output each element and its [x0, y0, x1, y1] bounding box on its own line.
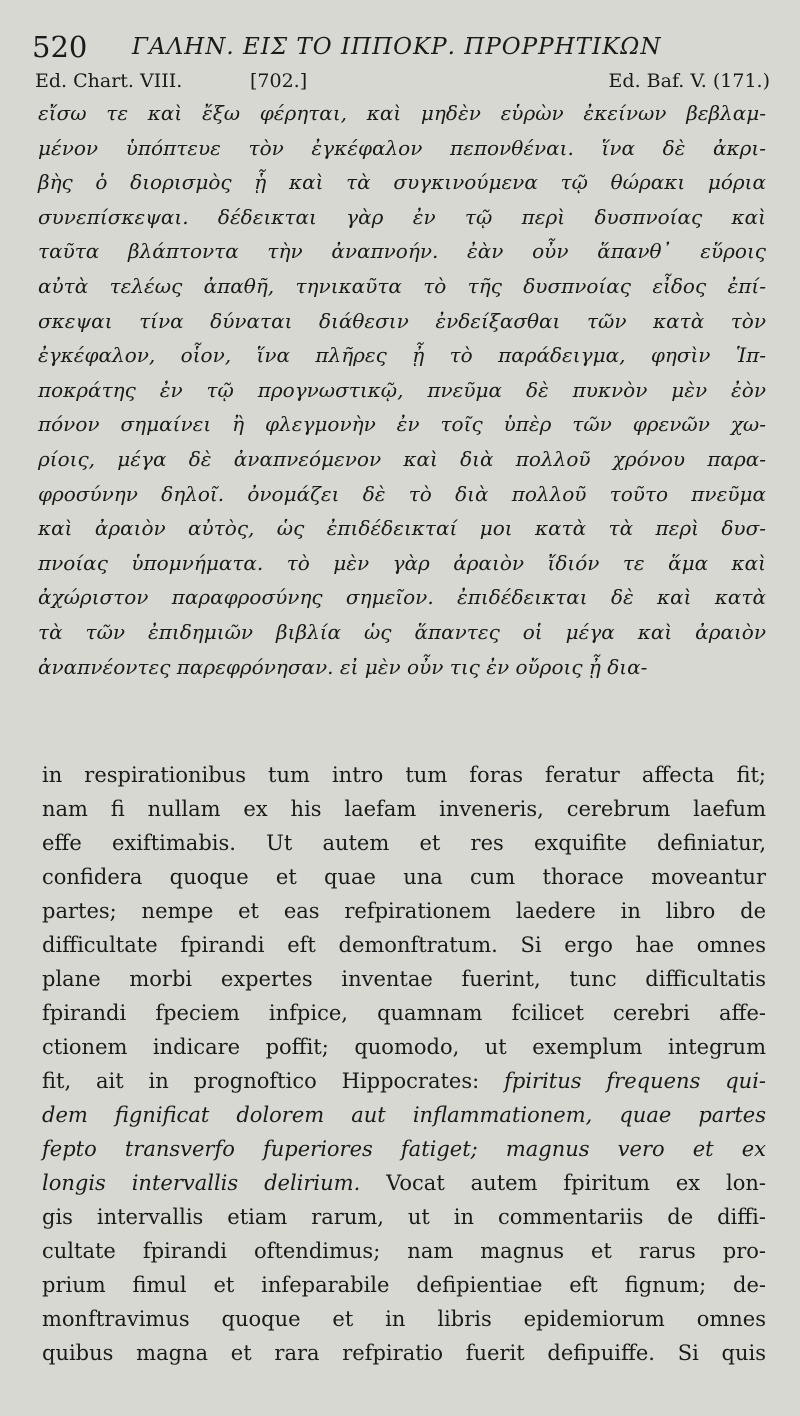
latin-italic-quotation: fepto transverfo fuperiores fatiget; magnus vero et ex: [42, 1137, 766, 1161]
latin-roman-text: monftravimus quoque et in libris epidemiorum omnes: [42, 1307, 766, 1331]
greek-text-line: ἐγκέφαλον, οἷον, ἵνα πλῆρες ᾖ τὸ παράδειγμα, φησὶν Ἱπ-: [38, 343, 766, 368]
greek-text-line: μένον ὑπόπτευε τὸν ἐγκέφαλον πεπονθέναι. ἵνα δὲ ἀκρι-: [38, 135, 766, 160]
latin-text-line: [42, 1098, 766, 1132]
edition-chartier-page: [702.]: [250, 70, 308, 92]
latin-text-line: [42, 894, 766, 928]
latin-roman-text: cultate fpirandi oftendimus; nam magnus et rarus pro-: [42, 1239, 766, 1263]
page-number: 520: [32, 30, 88, 64]
latin-roman-text: gis intervallis etiam rarum, ut in commentariis de diffi-: [42, 1205, 766, 1229]
greek-text-line: ρίοις, μέγα δὲ ἀναπνεόμενον καὶ διὰ πολλοῦ χρόνου παρα-: [38, 446, 766, 471]
latin-roman-text: prium fimul et infeparabile defipientiae eft fignum; de-: [42, 1273, 766, 1297]
greek-text-line: σκεψαι τίνα δύναται διάθεσιν ἐνδείξασθαι τῶν κατὰ τὸν: [38, 308, 766, 333]
latin-roman-text: ctionem indicare poffit; quomodo, ut exemplum integrum: [42, 1035, 766, 1059]
latin-roman-text: nam fi nullam ex his laefam inveneris, cerebrum laefum: [42, 797, 766, 821]
running-head: [32, 30, 768, 64]
edition-basel: Ed. Baf. V. (171.): [608, 70, 770, 92]
latin-text-line: [42, 928, 766, 962]
greek-text-line: ἀναπνέοντες παρεφρόνησαν. εἰ μὲν οὖν τις ἐν οὔροις ᾖ δια-: [38, 654, 648, 679]
latin-italic-quotation: fpiritus frequens qui-: [504, 1069, 767, 1093]
latin-italic-quotation: longis intervallis delirium.: [42, 1171, 361, 1195]
greek-text-line: καὶ ἀραιὸν αὐτὸς, ὡς ἐπιδέδεικταί μοι κατὰ τὰ περὶ δυσ-: [38, 516, 766, 541]
greek-text-line: συνεπίσκεψαι. δέδεικται γὰρ ἐν τῷ περὶ δυσπνοίας καὶ: [38, 204, 766, 229]
latin-text-line: [42, 962, 766, 996]
latin-text-line: [42, 1234, 766, 1268]
latin-text-line: [42, 758, 766, 792]
edition-reference-line: [35, 70, 770, 96]
latin-text-line: [42, 996, 766, 1030]
edition-chartier: Ed. Chart. VIII.: [35, 70, 183, 92]
latin-text-line: [42, 1302, 766, 1336]
greek-text-line: εἴσω τε καὶ ἔξω φέρηται, καὶ μηδὲν εὑρὼν ἐκείνων βεβλαμ-: [38, 101, 766, 125]
latin-roman-text: plane morbi expertes inventae fuerint, tunc difficultatis: [42, 967, 766, 991]
latin-roman-text: Vocat autem fpiritum ex lon-: [386, 1171, 766, 1195]
running-title: ΓΑΛΗΝ. ΕΙΣ ΤΟ ΙΠΠΟΚΡ. ΠΡΟΡΡΗΤΙΚΩΝ: [132, 34, 662, 60]
latin-roman-text: partes; nempe et eas refpirationem laedere in libro de: [42, 899, 766, 923]
greek-text-line: βὴς ὁ διορισμὸς ᾗ καὶ τὰ συγκινούμενα τῷ θώρακι μόρια: [38, 170, 766, 195]
latin-text-line: [42, 1336, 766, 1370]
latin-text-line: [42, 1030, 766, 1064]
greek-text-line: αὐτὰ τελέως ἀπαθῆ, τηνικαῦτα τὸ τῆς δυσπνοίας εἶδος ἐπί-: [38, 273, 766, 298]
latin-text-line: [42, 1166, 766, 1200]
latin-italic-quotation: dem fignificat dolorem aut inflammationem, quae partes: [42, 1103, 766, 1127]
latin-roman-text: effe exiftimabis. Ut autem et res exquifite definiatur,: [42, 831, 766, 855]
greek-text-line: πνοίας ὑπομνήματα. τὸ μὲν γὰρ ἀραιὸν ἴδιόν τε ἅμα καὶ: [38, 550, 766, 575]
greek-text-line: ἀχώριστον παραφροσύνης σημεῖον. ἐπιδέδεικται δὲ καὶ κατὰ: [38, 585, 766, 610]
latin-roman-text: confidera quoque et quae una cum thorace moveantur: [42, 865, 766, 889]
latin-text-line: [42, 1268, 766, 1302]
latin-text-line: [42, 1200, 766, 1234]
greek-text-line: φροσύνην δηλοῖ. ὀνομάζει δὲ τὸ διὰ πολλοῦ τοῦτο πνεῦμα: [38, 481, 766, 506]
latin-text-line: [42, 1064, 766, 1098]
greek-text-line: τὰ τῶν ἐπιδημιῶν βιβλία ὡς ἅπαντες οἱ μέγα καὶ ἀραιὸν: [38, 619, 766, 644]
latin-text-line: [42, 792, 766, 826]
latin-text-block: [42, 758, 766, 1370]
latin-roman-text: difficultate fpirandi eft demonftratum. Si ergo hae omnes: [42, 933, 766, 957]
latin-text-line: [42, 1132, 766, 1166]
greek-text-line: ταῦτα βλάπτοντα τὴν ἀναπνοήν. ἐὰν οὖν ἅπανθ᾽ εὕροις: [38, 239, 766, 264]
greek-text-block: [38, 96, 766, 684]
greek-text-line: πόνον σημαίνει ἢ φλεγμονὴν ἐν τοῖς ὑπὲρ τῶν φρενῶν χω-: [38, 412, 766, 437]
latin-roman-text: fpirandi fpeciem infpice, quamnam fcilicet cerebri affe-: [42, 1001, 766, 1025]
greek-text-line: ποκράτης ἐν τῷ προγνωστικῷ, πνεῦμα δὲ πυκνὸν μὲν ἐὸν: [38, 377, 766, 402]
latin-text-line: [42, 826, 766, 860]
latin-roman-text: in respirationibus tum intro tum foras feratur affecta fit;: [42, 763, 766, 787]
latin-roman-text: fit, ait in prognoftico Hippocrates:: [42, 1069, 480, 1093]
latin-roman-text: quibus magna et rara refpiratio fuerit defipuiffe. Si quis: [42, 1341, 766, 1365]
latin-text-line: [42, 860, 766, 894]
